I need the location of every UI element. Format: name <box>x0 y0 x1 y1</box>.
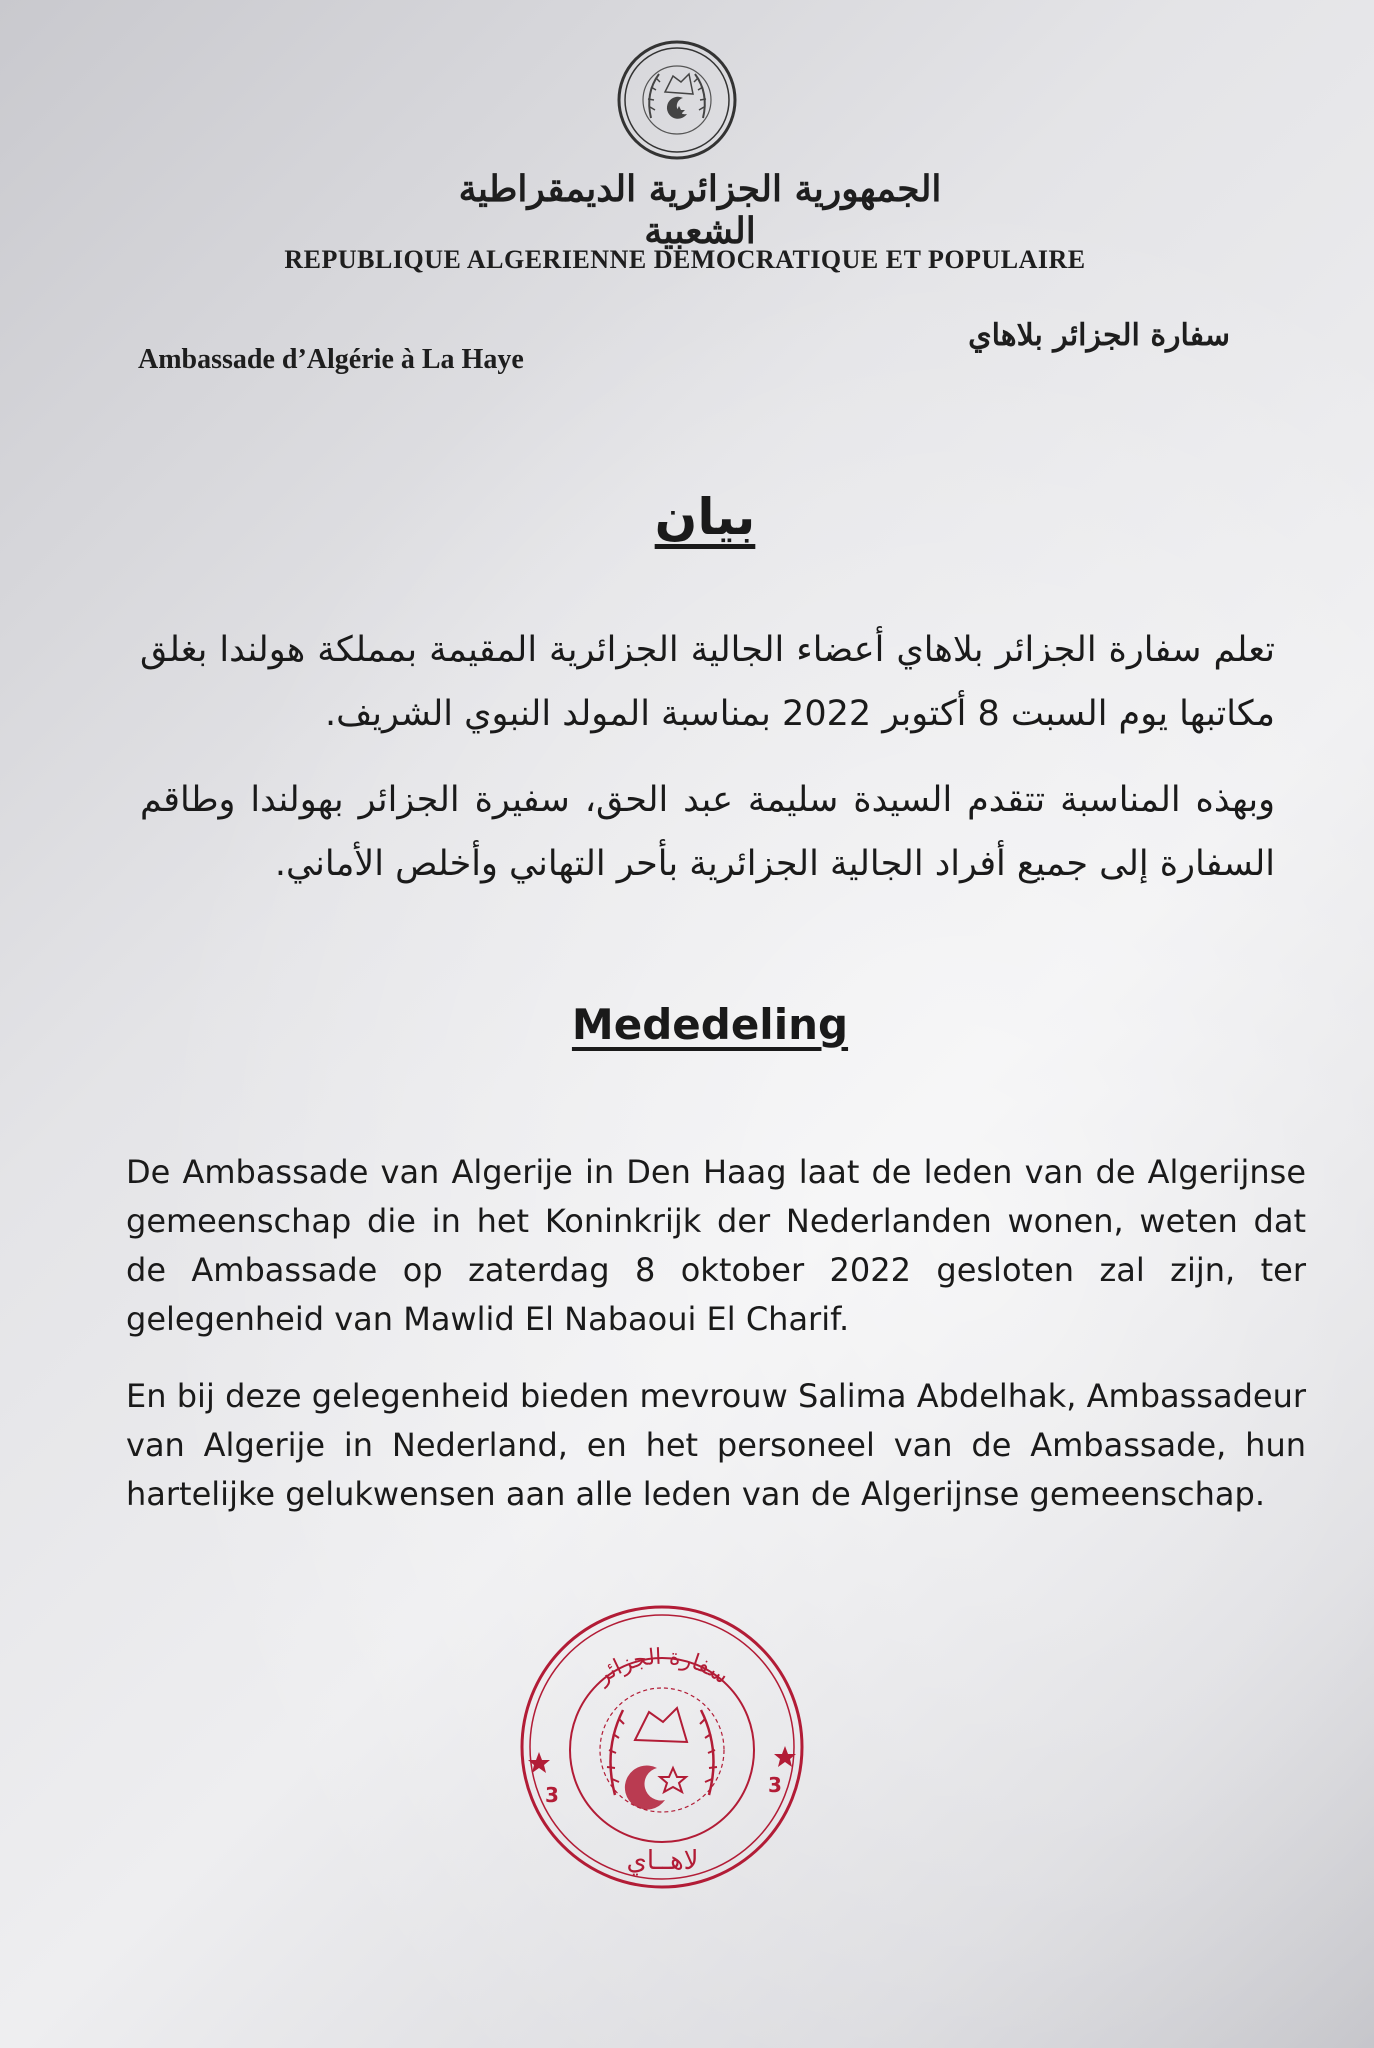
statement-title-dutch: Mededeling <box>571 1000 849 1049</box>
dutch-paragraph-2: En bij deze gelegenheid bieden mevrouw Salima Abdelhak, Ambassadeur van Algerije in Nederland, en het personeel van de Ambassade, hun hartelijke gelukwensen aan alle leden van de Algerijnse gemeenschap. <box>126 1377 1306 1513</box>
embassy-name-arabic: سفارة الجزائر بلاهاي <box>968 318 1230 353</box>
embassy-name-french: Ambassade d’Algérie à La Haye <box>138 344 524 375</box>
arabic-paragraph-2: وبهذه المناسبة تتقدم السيدة سليمة عبد الحق، سفيرة الجزائر بهولندا وطاقم السفارة إلى جميع أفراد الجالية الجزائرية بأحر التهاني وأخلص الأماني. <box>140 780 1275 884</box>
stamp-number-right: 3 <box>768 1773 782 1797</box>
stamp-bottom-text: لاهــاي <box>626 1846 699 1876</box>
algeria-emblem-seal-icon <box>615 38 739 162</box>
dutch-paragraph-1: De Ambassade van Algerije in Den Haag laat de leden van de Algerijnse gemeenschap die in het Koninkrijk der Nederlanden wonen, weten dat de Ambassade op zaterdag 8 oktober 2022 gesloten zal zijn, ter gelegenheid van Mawlid El Nabaoui El Charif. <box>126 1153 1306 1338</box>
stamp-number-left: 3 <box>545 1783 559 1807</box>
statement-title-arabic: بيان <box>654 488 756 546</box>
arabic-paragraph-1: تعلم سفارة الجزائر بلاهاي أعضاء الجالية الجزائرية المقيمة بمملكة هولندا بغلق مكاتبها يوم السبت 8 أكتوبر 2022 بمناسبة المولد النبوي الشريف. <box>140 630 1275 734</box>
stamp-top-text: سفارة الجزائر <box>591 1644 733 1690</box>
republic-name-arabic: الجمهورية الجزائرية الديمقراطية الشعبية <box>458 168 942 252</box>
republic-name-french: REPUBLIQUE ALGERIENNE DEMOCRATIQUE ET POPULAIRE <box>284 245 1086 274</box>
